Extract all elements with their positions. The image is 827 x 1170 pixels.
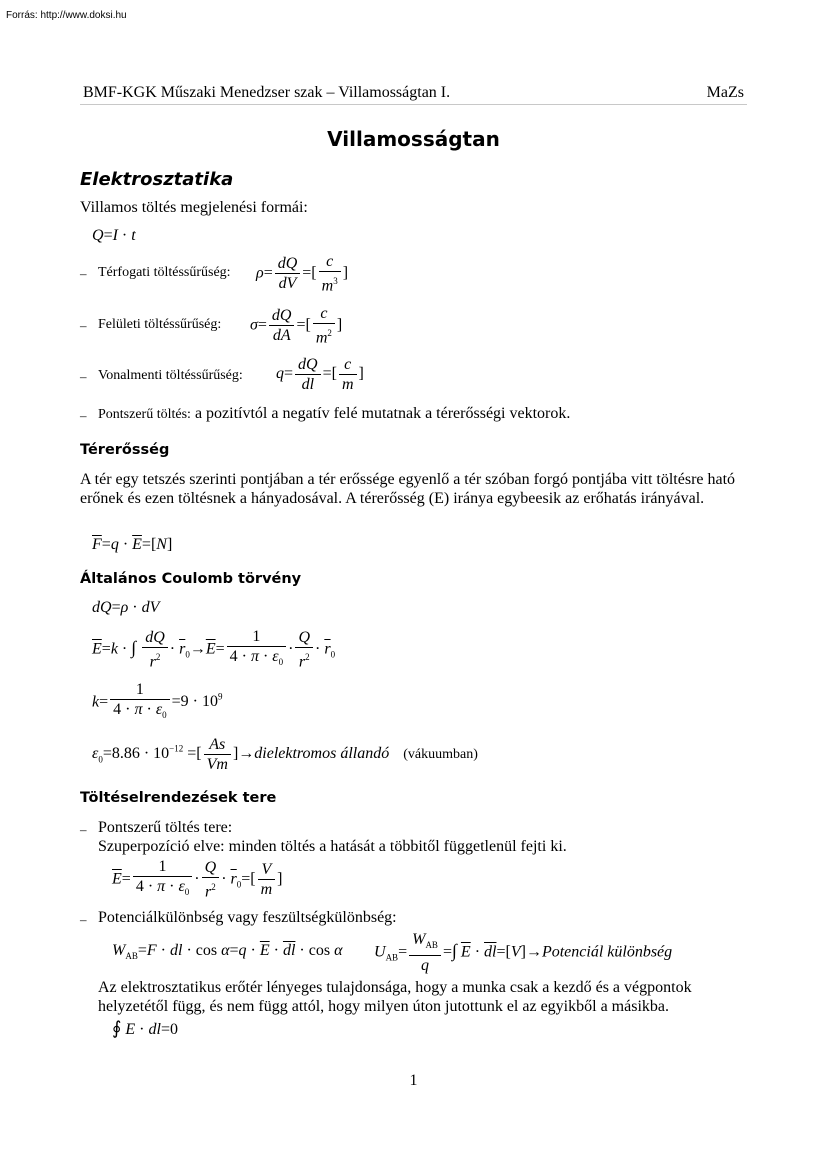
formula-dq: dQ=ρ · dV	[92, 599, 160, 616]
potential-description: Potenciál különbség	[541, 943, 673, 961]
heading-elektrosztatika: Elektrosztatika	[80, 169, 234, 190]
item-point-charge	[98, 405, 570, 423]
bullet-dash: –	[80, 369, 87, 384]
formula-rho: ρ= $\frac{dQ}{dV}$ =[ $\frac{c}{m^3}$ ]	[256, 253, 349, 295]
point-field-title: Pontszerű töltés tere:	[98, 819, 233, 836]
header-author: MaZs	[706, 84, 744, 101]
bullet-dash: –	[80, 318, 87, 333]
epsilon-note: (vákuumban)	[403, 747, 478, 763]
epsilon-description: dielektromos állandó	[254, 745, 390, 763]
source-url: Forrás: http://www.doksi.hu	[6, 10, 127, 21]
bullet-dash: –	[80, 408, 87, 423]
item-label-line: Vonalmenti töltéssűrűség:	[98, 368, 243, 383]
bullet-dash: –	[80, 912, 87, 927]
bullet-dash: –	[80, 266, 87, 281]
formula-k: k= $\frac{1}{4 \cdot \pi \cdot \varepsilon_0}$ $=9 \cdot 10^9$	[92, 681, 223, 721]
formula-point-field: $\overline{E}=$ $\frac{1}{4 \cdot \pi \cdot \varepsilon_0}$ · $\frac{Q}{r^2}$ · $\overline{r}_0=$[ $\frac{V}{m}$ ]	[112, 858, 283, 901]
formula-potential: $U_{AB}=$ $\frac{W_{AB}}{q}$ =∫ $\overline{E}$ · $\overline{dl}=[V]\to Potenciál$ különbség	[374, 931, 673, 975]
intro-text: Villamos töltés megjelenési formái:	[80, 199, 308, 216]
formula-work: $W_{AB}=F$ · dl · $\cos \alpha=q \cdot \overline{E} \cdot \overline{dl} \cdot \cos \alpha$	[112, 942, 343, 962]
potential-title: Potenciálkülönbség vagy feszültségkülönbség:	[98, 909, 397, 926]
formula-q-line: q= $\frac{dQ}{dl}$ =[ $\frac{c}{m}$ ]	[276, 356, 364, 393]
page-header	[80, 82, 747, 105]
electrostatic-paragraph: Az elektrosztatikus erőtér lényeges tulajdonsága, hogy a munka csak a kezdő és a végpontok helyzetétől függ, és nem függ attól, hogy milyen úton jutottunk el az egyikből a másikba.	[98, 979, 692, 1015]
item-text-point: a pozitívtól a negatív felé mutatnak a térerősségi vektorok.	[194, 405, 571, 422]
formula-closed-integral: ∮ E · dl=0	[112, 1018, 178, 1038]
formula-epsilon: $\varepsilon_0=8.86 \cdot 10^{-12}$ =[ $\frac{As}{Vm}$ ]→dielektromos állandó (vákuumban)	[92, 736, 478, 773]
item-label-surface: Felületi töltéssűrűség:	[98, 317, 222, 332]
formula-sigma: σ= $\frac{dQ}{dA}$ =[ $\frac{c}{m^2}$ ]	[250, 305, 343, 347]
formula-coulomb-field: $\overline{E}=k$ · ∫ $\frac{dQ}{r^2}$ · $\overline{r}_0\to\overline{E}=$ $\frac{1}{4 \cdot \pi \cdot \varepsilon_0}$ · $\frac{Q}{r^2}$ · $\overline{r}_0$	[92, 628, 336, 671]
page-title: Villamosságtan	[327, 127, 500, 151]
header-course: BMF-KGK Műszaki Menedzser szak – Villamosságtan I.	[83, 84, 451, 101]
heading-tererosseg: Térerősség	[80, 442, 170, 458]
formula-force: $\overline{F}=q \cdot \overline{E}=[N]$	[92, 536, 173, 553]
formula-q-it: Q=I · t	[92, 227, 136, 244]
item-label-volume: Térfogati töltéssűrűség:	[98, 265, 231, 280]
bullet-dash: –	[80, 822, 87, 837]
heading-tolteselrendezesek: Töltéselrendezések tere	[80, 790, 277, 806]
superposition-text: Szuperpozíció elve: minden töltés a hatását a többitől függetlenül fejti ki.	[98, 838, 567, 855]
page-number: 1	[409, 1072, 418, 1089]
tererosseg-paragraph: A tér egy tetszés szerinti pontjában a tér erőssége egyenlő a tér szóban forgó pontjába vitt töltésre ható erőnek és ezen töltésnek a hányadosával. A térerősség (E) iránya egybeesik az erőhatás irányával.	[80, 471, 736, 507]
item-label-point: Pontszerű töltés:	[98, 407, 191, 422]
heading-coulomb: Általános Coulomb törvény	[80, 571, 302, 587]
